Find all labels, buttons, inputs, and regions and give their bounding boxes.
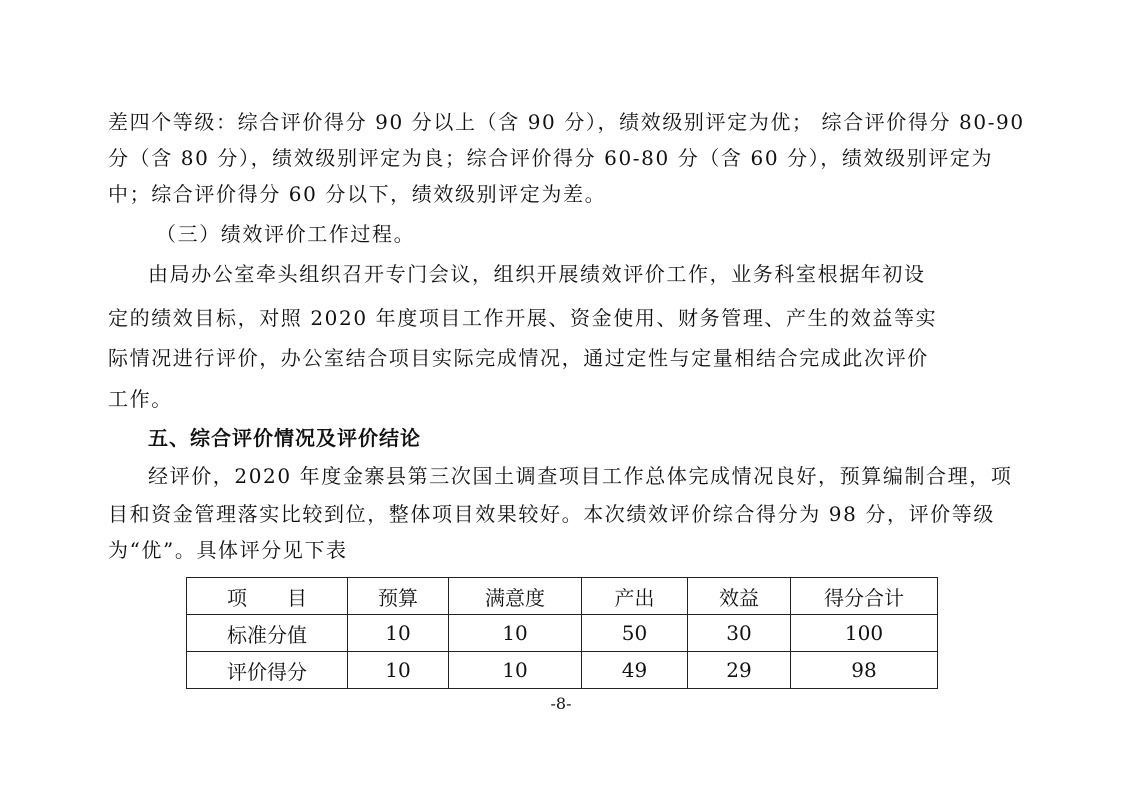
header-total: 得分合计 <box>791 578 938 615</box>
conclusion-line-1: 经评价，2020 年度金寨县第三次国土调查项目工作总体完成情况良好，预算编制合理，项 <box>148 464 1013 488</box>
table-cell: 10 <box>449 615 582 652</box>
table-cell: 10 <box>449 652 582 689</box>
header-output: 产出 <box>582 578 688 615</box>
table-header-row <box>187 578 938 615</box>
grading-line-2: 分（含 80 分），绩效级别评定为良；综合评价得分 60-80 分（含 60 分），绩效级别评定为 <box>108 146 994 170</box>
grading-line-3: 中；综合评价得分 60 分以下，绩效级别评定为差。 <box>108 182 607 206</box>
process-line-2: 定的绩效目标，对照 2020 年度项目工作开展、资金使用、财务管理、产生的效益等实 <box>108 306 938 330</box>
subsection-title: （三）绩效评价工作过程。 <box>156 222 416 246</box>
conclusion-line-3: 为“优”。具体评分见下表 <box>108 538 348 562</box>
process-line-1: 由局办公室牵头组织召开专门会议，组织开展绩效评价工作，业务科室根据年初设 <box>148 262 926 286</box>
section-heading: 五、综合评价情况及评价结论 <box>148 426 421 450</box>
table-cell: 100 <box>791 615 938 652</box>
header-item: 项 目 <box>187 578 348 615</box>
table-row <box>187 615 938 652</box>
table-row <box>187 652 938 689</box>
table-cell: 标准分值 <box>187 615 348 652</box>
process-line-4: 工作。 <box>108 387 173 411</box>
table-cell: 98 <box>791 652 938 689</box>
header-satisfaction: 满意度 <box>449 578 582 615</box>
table-cell: 30 <box>688 615 791 652</box>
table-cell: 10 <box>348 615 449 652</box>
table-cell: 29 <box>688 652 791 689</box>
table-cell: 49 <box>582 652 688 689</box>
header-benefit: 效益 <box>688 578 791 615</box>
page-number: -8- <box>550 694 572 713</box>
score-table <box>186 577 938 689</box>
table-cell: 评价得分 <box>187 652 348 689</box>
table-cell: 10 <box>348 652 449 689</box>
grading-line-1: 差四个等级：综合评价得分 90 分以上（含 90 分），绩效级别评定为优； 综合评价得分 80-90 <box>108 110 1025 134</box>
conclusion-line-2: 目和资金管理落实比较到位，整体项目效果较好。本次绩效评价综合得分为 98 分，评价等级 <box>108 502 995 526</box>
header-budget: 预算 <box>348 578 449 615</box>
table-cell: 50 <box>582 615 688 652</box>
process-line-3: 际情况进行评价，办公室结合项目实际完成情况，通过定性与定量相结合完成此次评价 <box>108 346 929 370</box>
